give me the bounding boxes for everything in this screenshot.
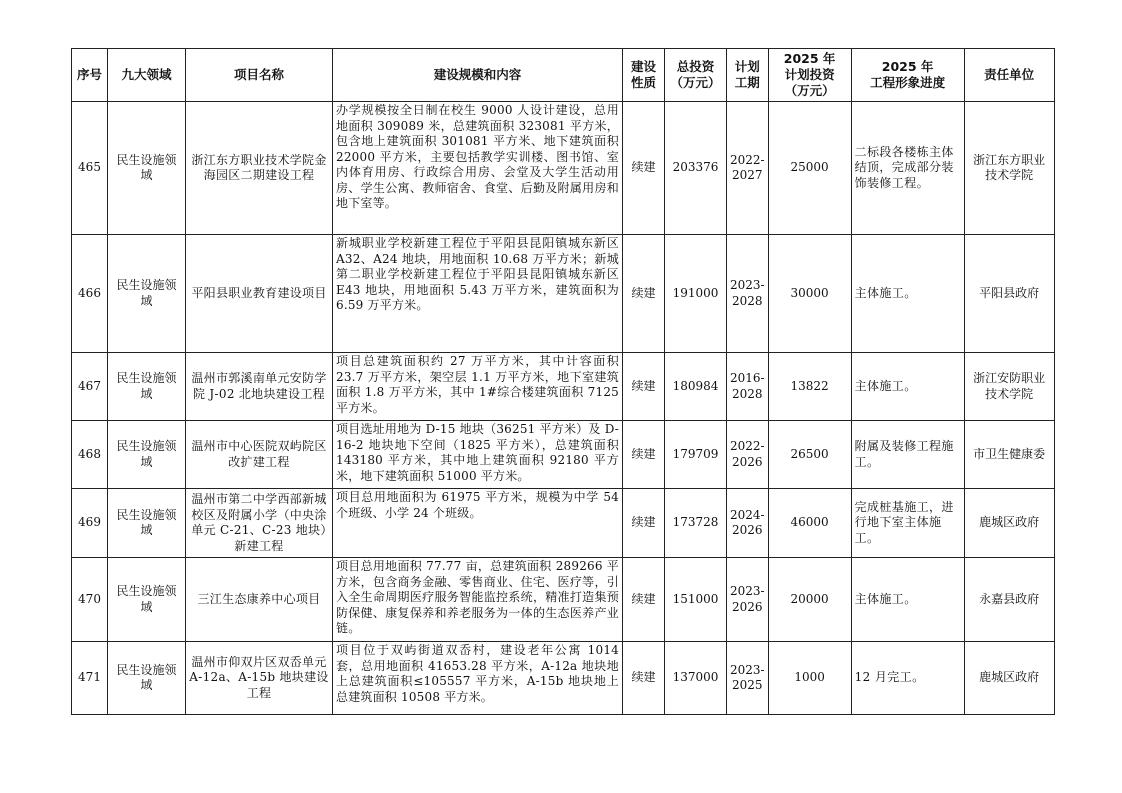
cell-unit: 鹿城区政府 — [964, 489, 1054, 558]
header-invest — [665, 49, 727, 102]
cell-scale: 办学规模按全日制在校生 9000 人设计建设，总用地面积 309089 米，总建筑面积 323081 平方米，包含地上建筑面积 301081 平方米、地下建筑面积 22000 平方米，主要包括教学实训楼、图书馆、室内体育用房、行政综合用房、会堂及大学生活动用房、学生公寓、教师宿舍、食堂、后勤及附属用房和地下室等。 — [333, 102, 623, 235]
cell-scale: 项目总用地面积为 61975 平方米，规模为中学 54 个班级、小学 24 个班级。 — [333, 489, 623, 558]
cell-progress: 12 月完工。 — [851, 642, 964, 715]
header-plan-l1: 2025 年 — [783, 51, 836, 66]
cell-unit: 浙江东方职业技术学院 — [964, 102, 1054, 235]
cell-plan: 26500 — [768, 421, 851, 489]
cell-period: 2022-2027 — [727, 102, 769, 235]
header-nature-l1: 建设 — [630, 59, 656, 74]
header-unit: 责任单位 — [964, 49, 1054, 102]
cell-seq: 471 — [72, 642, 108, 715]
cell-plan: 25000 — [768, 102, 851, 235]
cell-nature: 续建 — [623, 421, 665, 489]
table-row — [72, 102, 1055, 235]
cell-progress: 完成桩基施工，进行地下室主体施工。 — [851, 489, 964, 558]
cell-period: 2023-2025 — [727, 642, 769, 715]
header-seq: 序号 — [72, 49, 108, 102]
cell-plan: 13822 — [768, 353, 851, 421]
cell-scale: 项目总用地面积 77.77 亩，总建筑面积 289266 平方米，包含商务金融、零售商业、住宅、医疗等，引入全生命周期医疗服务智能监控系统，精准打造集预防保健、康复保养和养老服务为一体的生态医养产业链。 — [333, 558, 623, 642]
cell-name: 温州市郭溪南单元安防学院 J-02 北地块建设工程 — [186, 353, 333, 421]
cell-period: 2022-2026 — [727, 421, 769, 489]
header-plan-l2: 计划投资 — [784, 67, 835, 82]
header-name: 项目名称 — [186, 49, 333, 102]
table-row — [72, 642, 1055, 715]
cell-name: 温州市第二中学西部新城校区及附属小学（中央涂单元 C-21、C-23 地块）新建工程 — [186, 489, 333, 558]
header-progress — [851, 49, 964, 102]
cell-field: 民生设施领域 — [108, 642, 186, 715]
cell-unit: 鹿城区政府 — [964, 642, 1054, 715]
cell-seq: 466 — [72, 235, 108, 353]
cell-field: 民生设施领域 — [108, 235, 186, 353]
cell-scale: 项目位于双屿街道双岙村，建设老年公寓 1014 套，总用地面积 41653.28 平方米，A-12a 地块地上总建筑面积≤105557 平方米，A-15b 地块地上总建筑面积 10508 平方米。 — [333, 642, 623, 715]
cell-plan: 46000 — [768, 489, 851, 558]
header-period-l2: 工期 — [734, 75, 760, 90]
cell-plan: 20000 — [768, 558, 851, 642]
cell-name: 平阳县职业教育建设项目 — [186, 235, 333, 353]
cell-unit: 浙江安防职业技术学院 — [964, 353, 1054, 421]
cell-invest: 137000 — [665, 642, 727, 715]
cell-invest: 151000 — [665, 558, 727, 642]
cell-nature: 续建 — [623, 102, 665, 235]
cell-invest: 203376 — [665, 102, 727, 235]
table-row — [72, 353, 1055, 421]
cell-field: 民生设施领域 — [108, 353, 186, 421]
cell-nature: 续建 — [623, 353, 665, 421]
cell-unit: 平阳县政府 — [964, 235, 1054, 353]
cell-nature: 续建 — [623, 489, 665, 558]
cell-name: 三江生态康养中心项目 — [186, 558, 333, 642]
cell-seq: 470 — [72, 558, 108, 642]
header-row — [72, 49, 1055, 102]
cell-progress: 主体施工。 — [851, 558, 964, 642]
cell-progress: 主体施工。 — [851, 353, 964, 421]
cell-period: 2023-2026 — [727, 558, 769, 642]
header-invest-l2: （万元） — [670, 75, 721, 90]
cell-invest: 173728 — [665, 489, 727, 558]
cell-plan: 30000 — [768, 235, 851, 353]
header-progress-l1: 2025 年 — [881, 59, 934, 74]
cell-name: 温州市中心医院双屿院区改扩建工程 — [186, 421, 333, 489]
table-row — [72, 558, 1055, 642]
cell-name: 浙江东方职业技术学院金海园区二期建设工程 — [186, 102, 333, 235]
cell-name: 温州市仰双片区双岙单元 A-12a、A-15b 地块建设工程 — [186, 642, 333, 715]
cell-nature: 续建 — [623, 642, 665, 715]
cell-plan: 1000 — [768, 642, 851, 715]
header-plan — [768, 49, 851, 102]
header-nature — [623, 49, 665, 102]
cell-scale: 新城职业学校新建工程位于平阳县昆阳镇城东新区 A32、A24 地块，用地面积 10.68 万平方米；新城第二职业学校新建工程位于平阳县昆阳镇城东新区 E43 地块，用地面积 5.43 万平方米，建筑面积为 6.59 万平方米。 — [333, 235, 623, 353]
header-field: 九大领域 — [108, 49, 186, 102]
cell-field: 民生设施领域 — [108, 489, 186, 558]
cell-unit: 永嘉县政府 — [964, 558, 1054, 642]
cell-field: 民生设施领域 — [108, 558, 186, 642]
header-period-l1: 计划 — [734, 59, 760, 74]
cell-scale: 项目总建筑面积约 27 万平方米，其中计容面积 23.7 万平方米，架空层 1.1 万平方米，地下室建筑面积 1.8 万平方米，其中 1#综合楼建筑面积 7125 平方米。 — [333, 353, 623, 421]
cell-field: 民生设施领域 — [108, 102, 186, 235]
cell-progress: 主体施工。 — [851, 235, 964, 353]
cell-period: 2016-2028 — [727, 353, 769, 421]
header-progress-l2: 工程形象进度 — [870, 75, 946, 90]
cell-seq: 468 — [72, 421, 108, 489]
header-period — [727, 49, 769, 102]
cell-nature: 续建 — [623, 235, 665, 353]
project-table — [71, 48, 1055, 715]
cell-invest: 191000 — [665, 235, 727, 353]
cell-scale: 项目选址用地为 D-15 地块（36251 平方米）及 D-16-2 地块地下空间（1825 平方米），总建筑面积 143180 平方米，其中地上建筑面积 92180 平方米，地下建筑面积 51000 平方米。 — [333, 421, 623, 489]
cell-period: 2024-2026 — [727, 489, 769, 558]
cell-unit: 市卫生健康委 — [964, 421, 1054, 489]
cell-period: 2023-2028 — [727, 235, 769, 353]
table-row — [72, 235, 1055, 353]
cell-seq: 465 — [72, 102, 108, 235]
cell-progress: 二标段各楼栋主体结顶，完成部分装饰装修工程。 — [851, 102, 964, 235]
cell-progress: 附属及装修工程施工。 — [851, 421, 964, 489]
cell-seq: 467 — [72, 353, 108, 421]
header-scale: 建设规模和内容 — [333, 49, 623, 102]
cell-invest: 180984 — [665, 353, 727, 421]
table-row — [72, 489, 1055, 558]
cell-nature: 续建 — [623, 558, 665, 642]
table-row — [72, 421, 1055, 489]
header-invest-l1: 总投资 — [676, 59, 715, 74]
header-nature-l2: 性质 — [630, 75, 656, 90]
cell-invest: 179709 — [665, 421, 727, 489]
header-plan-l3: （万元） — [784, 83, 835, 98]
cell-seq: 469 — [72, 489, 108, 558]
cell-field: 民生设施领域 — [108, 421, 186, 489]
